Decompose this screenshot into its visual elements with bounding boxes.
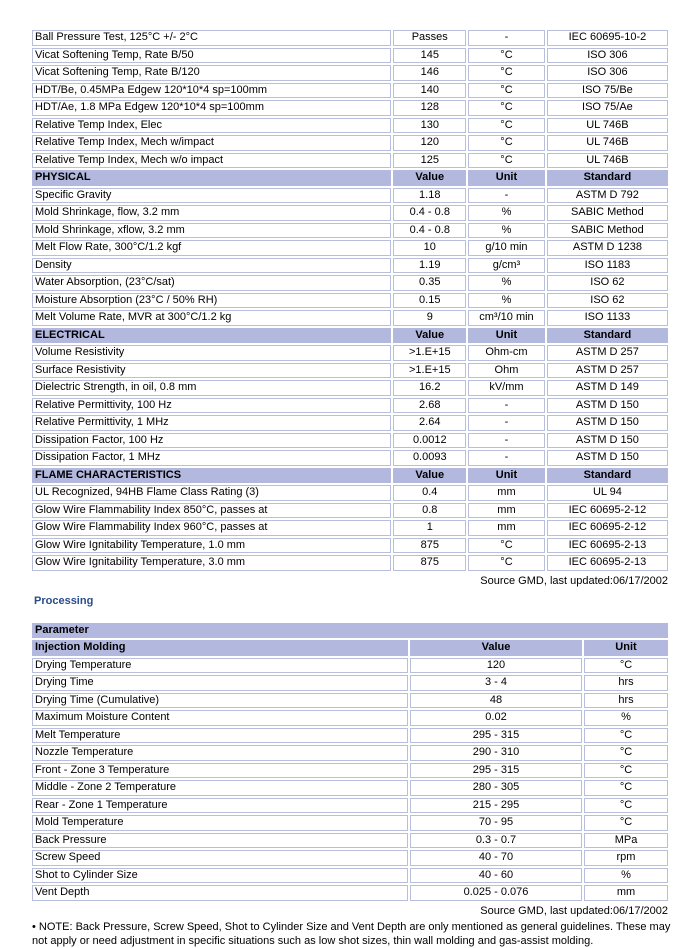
property-cell: Relative Temp Index, Mech w/o impact — [32, 153, 391, 169]
table-row — [32, 205, 668, 221]
value-cell: 10 — [393, 240, 466, 256]
parameter-cell: Drying Time (Cumulative) — [32, 693, 408, 709]
parameter-cell: Drying Temperature — [32, 658, 408, 674]
standard-cell: ASTM D 150 — [547, 398, 668, 414]
value-cell: 1 — [393, 520, 466, 536]
table-row — [32, 65, 668, 81]
value-cell: 120 — [410, 658, 582, 674]
table-row — [32, 780, 668, 796]
table-row — [32, 710, 668, 726]
value-cell: 0.0012 — [393, 433, 466, 449]
property-cell: Specific Gravity — [32, 188, 391, 204]
standard-cell: IEC 60695-2-12 — [547, 503, 668, 519]
unit-cell: °C — [584, 815, 668, 831]
unit-cell: Ohm — [468, 363, 545, 379]
value-cell: 875 — [393, 555, 466, 571]
injection-molding-header-row — [32, 640, 668, 656]
standard-cell: IEC 60695-2-12 — [547, 520, 668, 536]
table-row — [32, 30, 668, 46]
unit-cell: % — [468, 293, 545, 309]
property-cell: PHYSICAL — [32, 170, 391, 186]
value-cell: 290 - 310 — [410, 745, 582, 761]
value-cell: 2.64 — [393, 415, 466, 431]
value-cell: Passes — [393, 30, 466, 46]
standard-cell: Standard — [547, 170, 668, 186]
table-row — [32, 538, 668, 554]
unit-cell: % — [584, 868, 668, 884]
datasheet — [32, 28, 671, 948]
value-cell: 70 - 95 — [410, 815, 582, 831]
standard-cell: ISO 75/Ae — [547, 100, 668, 116]
value-cell: 0.02 — [410, 710, 582, 726]
value-cell: 0.15 — [393, 293, 466, 309]
table-row — [32, 728, 668, 744]
property-cell: Relative Temp Index, Mech w/impact — [32, 135, 391, 151]
value-cell: 280 - 305 — [410, 780, 582, 796]
value-column-header: Value — [410, 640, 582, 656]
property-cell: Glow Wire Ignitability Temperature, 1.0 mm — [32, 538, 391, 554]
property-cell: Dissipation Factor, 100 Hz — [32, 433, 391, 449]
value-cell: 875 — [393, 538, 466, 554]
unit-cell: - — [468, 433, 545, 449]
unit-cell: - — [468, 415, 545, 431]
table-row — [32, 763, 668, 779]
table-row — [32, 675, 668, 691]
property-cell: Moisture Absorption (23°C / 50% RH) — [32, 293, 391, 309]
table-row — [32, 293, 668, 309]
table-row — [32, 745, 668, 761]
unit-cell: °C — [468, 100, 545, 116]
table-row — [32, 555, 668, 571]
table-row — [32, 815, 668, 831]
properties-source-note: Source GMD, last updated:06/17/2002 — [480, 574, 668, 587]
property-cell: Relative Permittivity, 1 MHz — [32, 415, 391, 431]
value-cell: 295 - 315 — [410, 763, 582, 779]
unit-cell: rpm — [584, 850, 668, 866]
parameter-cell: Vent Depth — [32, 885, 408, 901]
value-cell: 128 — [393, 100, 466, 116]
parameter-cell: Mold Temperature — [32, 815, 408, 831]
unit-cell: kV/mm — [468, 380, 545, 396]
unit-cell: % — [468, 205, 545, 221]
parameter-cell: Rear - Zone 1 Temperature — [32, 798, 408, 814]
unit-cell: °C — [468, 48, 545, 64]
value-cell: 2.68 — [393, 398, 466, 414]
standard-cell: ASTM D 150 — [547, 450, 668, 466]
standard-cell: ASTM D 792 — [547, 188, 668, 204]
table-row — [32, 693, 668, 709]
standard-cell: ISO 62 — [547, 275, 668, 291]
unit-cell: °C — [468, 83, 545, 99]
value-cell: 1.19 — [393, 258, 466, 274]
property-cell: FLAME CHARACTERISTICS — [32, 468, 391, 484]
property-cell: Vicat Softening Temp, Rate B/120 — [32, 65, 391, 81]
parameter-cell: Middle - Zone 2 Temperature — [32, 780, 408, 796]
parameter-cell: Maximum Moisture Content — [32, 710, 408, 726]
value-cell: Value — [393, 170, 466, 186]
unit-cell: Ohm-cm — [468, 345, 545, 361]
value-cell: >1.E+15 — [393, 345, 466, 361]
property-cell: Relative Temp Index, Elec — [32, 118, 391, 134]
table-row — [32, 380, 668, 396]
value-cell: 215 - 295 — [410, 798, 582, 814]
standard-cell: ISO 306 — [547, 65, 668, 81]
table-row — [32, 398, 668, 414]
unit-cell: % — [468, 275, 545, 291]
processing-table-body — [32, 623, 668, 901]
table-row — [32, 868, 668, 884]
unit-cell: Unit — [468, 170, 545, 186]
injection-molding-label: Injection Molding — [32, 640, 408, 656]
value-cell: 0.0093 — [393, 450, 466, 466]
unit-cell: - — [468, 450, 545, 466]
table-row — [32, 275, 668, 291]
standard-cell: ISO 306 — [547, 48, 668, 64]
table-row — [32, 100, 668, 116]
value-cell: 3 - 4 — [410, 675, 582, 691]
unit-cell: °C — [468, 65, 545, 81]
section-header-row — [32, 170, 668, 186]
value-cell: 0.8 — [393, 503, 466, 519]
value-cell: 0.025 - 0.076 — [410, 885, 582, 901]
standard-cell: SABIC Method — [547, 205, 668, 221]
property-cell: Melt Volume Rate, MVR at 300°C/1.2 kg — [32, 310, 391, 326]
table-row — [32, 833, 668, 849]
unit-cell: °C — [468, 153, 545, 169]
property-cell: Glow Wire Ignitability Temperature, 3.0 mm — [32, 555, 391, 571]
table-row — [32, 520, 668, 536]
table-row — [32, 240, 668, 256]
property-cell: Surface Resistivity — [32, 363, 391, 379]
unit-cell: hrs — [584, 675, 668, 691]
value-cell: 130 — [393, 118, 466, 134]
property-cell: Glow Wire Flammability Index 960°C, passes at — [32, 520, 391, 536]
unit-cell: °C — [584, 728, 668, 744]
parameter-cell: Screw Speed — [32, 850, 408, 866]
property-cell: Mold Shrinkage, xflow, 3.2 mm — [32, 223, 391, 239]
property-cell: Dielectric Strength, in oil, 0.8 mm — [32, 380, 391, 396]
property-cell: Mold Shrinkage, flow, 3.2 mm — [32, 205, 391, 221]
unit-cell: mm — [468, 520, 545, 536]
property-cell: Density — [32, 258, 391, 274]
standard-cell: Standard — [547, 328, 668, 344]
table-row — [32, 48, 668, 64]
table-row — [32, 798, 668, 814]
table-row — [32, 188, 668, 204]
table-row — [32, 885, 668, 901]
table-row — [32, 450, 668, 466]
parameter-cell: Drying Time — [32, 675, 408, 691]
processing-section-title: Processing — [34, 594, 94, 607]
processing-table — [30, 621, 670, 903]
unit-cell: °C — [584, 780, 668, 796]
value-cell: 145 — [393, 48, 466, 64]
property-cell: Relative Permittivity, 100 Hz — [32, 398, 391, 414]
standard-cell: ASTM D 257 — [547, 345, 668, 361]
parameter-cell: Back Pressure — [32, 833, 408, 849]
table-row — [32, 433, 668, 449]
section-header-row — [32, 468, 668, 484]
unit-cell: °C — [468, 538, 545, 554]
value-cell: 16.2 — [393, 380, 466, 396]
unit-cell: °C — [468, 135, 545, 151]
unit-cell: - — [468, 188, 545, 204]
table-row — [32, 135, 668, 151]
value-cell: 48 — [410, 693, 582, 709]
standard-cell: ASTM D 257 — [547, 363, 668, 379]
value-cell: Value — [393, 328, 466, 344]
property-cell: Volume Resistivity — [32, 345, 391, 361]
unit-cell: °C — [468, 555, 545, 571]
unit-cell: g/10 min — [468, 240, 545, 256]
property-cell: Water Absorption, (23°C/sat) — [32, 275, 391, 291]
value-cell: 0.4 - 0.8 — [393, 205, 466, 221]
unit-cell: MPa — [584, 833, 668, 849]
parameter-cell: Melt Temperature — [32, 728, 408, 744]
table-row — [32, 415, 668, 431]
standard-cell: ASTM D 150 — [547, 415, 668, 431]
parameter-header: Parameter — [32, 623, 668, 639]
standard-cell: IEC 60695-2-13 — [547, 555, 668, 571]
standard-cell: ASTM D 150 — [547, 433, 668, 449]
standard-cell: ISO 62 — [547, 293, 668, 309]
unit-cell: °C — [584, 763, 668, 779]
parameter-cell: Nozzle Temperature — [32, 745, 408, 761]
unit-cell: - — [468, 30, 545, 46]
value-cell: 40 - 60 — [410, 868, 582, 884]
unit-cell: g/cm³ — [468, 258, 545, 274]
property-cell: HDT/Be, 0.45MPa Edgew 120*10*4 sp=100mm — [32, 83, 391, 99]
standard-cell: ASTM D 1238 — [547, 240, 668, 256]
standard-cell: UL 746B — [547, 118, 668, 134]
processing-header-row — [32, 623, 668, 639]
standard-cell: ISO 1133 — [547, 310, 668, 326]
value-cell: 9 — [393, 310, 466, 326]
unit-cell: Unit — [468, 468, 545, 484]
table-row — [32, 310, 668, 326]
unit-cell: hrs — [584, 693, 668, 709]
standard-cell: Standard — [547, 468, 668, 484]
standard-cell: ISO 75/Be — [547, 83, 668, 99]
unit-cell: mm — [468, 485, 545, 501]
unit-cell: °C — [584, 745, 668, 761]
value-cell: 0.35 — [393, 275, 466, 291]
properties-table-body — [32, 30, 668, 571]
table-row — [32, 118, 668, 134]
properties-table — [30, 28, 670, 573]
standard-cell: UL 746B — [547, 153, 668, 169]
standard-cell: SABIC Method — [547, 223, 668, 239]
table-row — [32, 258, 668, 274]
value-cell: Value — [393, 468, 466, 484]
parameter-cell: Front - Zone 3 Temperature — [32, 763, 408, 779]
property-cell: Vicat Softening Temp, Rate B/50 — [32, 48, 391, 64]
unit-cell: mm — [468, 503, 545, 519]
standard-cell: UL 94 — [547, 485, 668, 501]
unit-cell: - — [468, 398, 545, 414]
property-cell: Melt Flow Rate, 300°C/1.2 kgf — [32, 240, 391, 256]
table-row — [32, 345, 668, 361]
property-cell: UL Recognized, 94HB Flame Class Rating (3) — [32, 485, 391, 501]
table-row — [32, 363, 668, 379]
table-row — [32, 485, 668, 501]
unit-cell: % — [468, 223, 545, 239]
processing-source-note: Source GMD, last updated:06/17/2002 — [480, 904, 668, 917]
section-header-row — [32, 328, 668, 344]
value-cell: 0.3 - 0.7 — [410, 833, 582, 849]
unit-cell: mm — [584, 885, 668, 901]
unit-cell: cm³/10 min — [468, 310, 545, 326]
standard-cell: ASTM D 149 — [547, 380, 668, 396]
table-row — [32, 658, 668, 674]
table-row — [32, 223, 668, 239]
property-cell: Dissipation Factor, 1 MHz — [32, 450, 391, 466]
value-cell: 295 - 315 — [410, 728, 582, 744]
unit-cell: Unit — [468, 328, 545, 344]
unit-column-header: Unit — [584, 640, 668, 656]
property-cell: Glow Wire Flammability Index 850°C, passes at — [32, 503, 391, 519]
property-cell: ELECTRICAL — [32, 328, 391, 344]
value-cell: 1.18 — [393, 188, 466, 204]
unit-cell: °C — [584, 658, 668, 674]
standard-cell: ISO 1183 — [547, 258, 668, 274]
value-cell: 120 — [393, 135, 466, 151]
unit-cell: % — [584, 710, 668, 726]
table-row — [32, 83, 668, 99]
value-cell: 40 - 70 — [410, 850, 582, 866]
value-cell: 125 — [393, 153, 466, 169]
property-cell: Ball Pressure Test, 125°C +/- 2°C — [32, 30, 391, 46]
unit-cell: °C — [468, 118, 545, 134]
standard-cell: UL 746B — [547, 135, 668, 151]
table-row — [32, 503, 668, 519]
value-cell: 0.4 — [393, 485, 466, 501]
table-row — [32, 850, 668, 866]
processing-guideline-note: • NOTE: Back Pressure, Screw Speed, Shot to Cylinder Size and Vent Depth are only mentioned as general guidelines. These may not apply or need adjustment in specific situations such as low shot sizes, thin wall molding and gas-assist molding. — [32, 920, 671, 947]
standard-cell: IEC 60695-2-13 — [547, 538, 668, 554]
value-cell: 140 — [393, 83, 466, 99]
value-cell: >1.E+15 — [393, 363, 466, 379]
value-cell: 146 — [393, 65, 466, 81]
value-cell: 0.4 - 0.8 — [393, 223, 466, 239]
parameter-cell: Shot to Cylinder Size — [32, 868, 408, 884]
unit-cell: °C — [584, 798, 668, 814]
property-cell: HDT/Ae, 1.8 MPa Edgew 120*10*4 sp=100mm — [32, 100, 391, 116]
table-row — [32, 153, 668, 169]
standard-cell: IEC 60695-10-2 — [547, 30, 668, 46]
